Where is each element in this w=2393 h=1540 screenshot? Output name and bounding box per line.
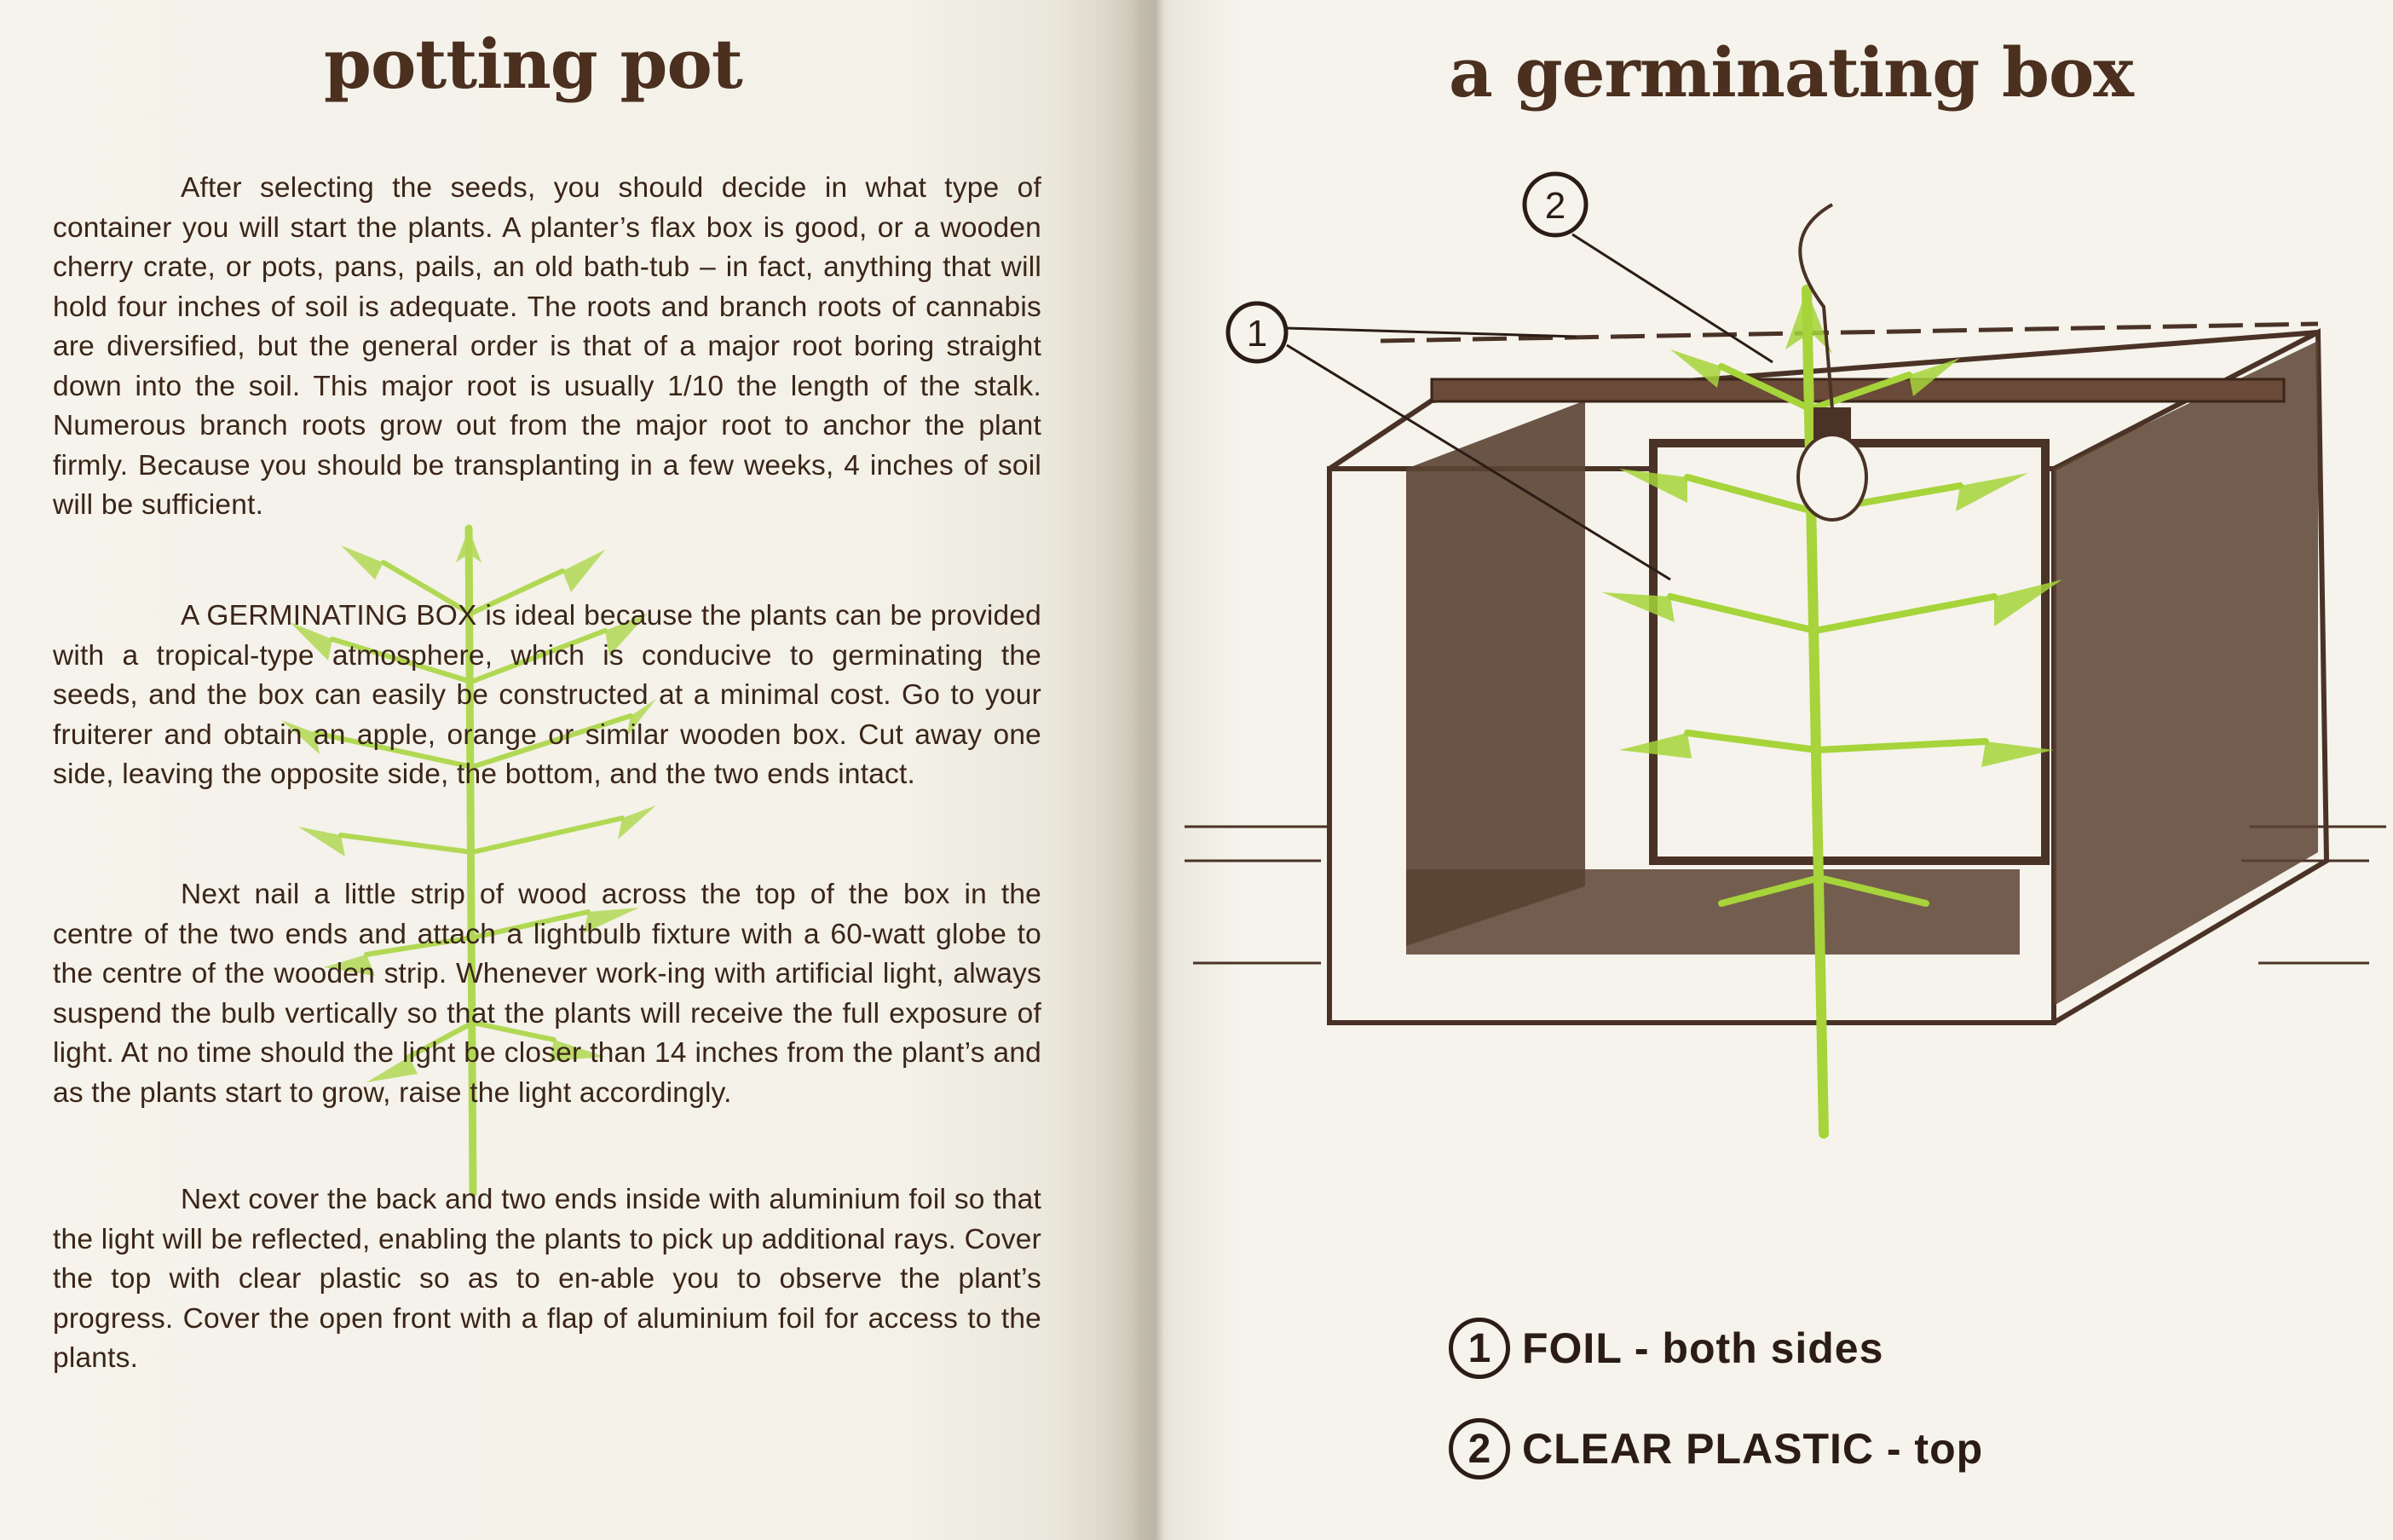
paragraph-foil-cover	[53, 1180, 1041, 1379]
legend-label: CLEAR PLASTIC - top	[1522, 1425, 1984, 1473]
paragraph-potting-intro	[53, 169, 1041, 526]
germinating-box-illustration	[1176, 153, 2386, 1159]
book-gutter	[1053, 0, 1164, 1540]
paragraph-text: Next nail a little strip of wood across the top of the box in the centre of the two ends and attach a lightbulb fixture with a 60-watt globe to the centre of the wooden strip. Whenever work-ing with artificial light, always suspend the bulb vertically so that the plants will receive the full exposure of light. At no time should the light be closer than 14 inches from the plant’s and as the plants start to grow, raise the light accordingly.	[53, 879, 1041, 1109]
paragraph-lightbulb	[53, 875, 1041, 1113]
legend-number-circle: 2	[1449, 1418, 1510, 1479]
right-page-title: a germinating box	[1449, 32, 2133, 112]
legend-label: FOIL - both sides	[1522, 1324, 1884, 1372]
legend-item-foil	[1449, 1318, 1883, 1379]
callout-1-number: 1	[1246, 313, 1268, 355]
paragraph-text: After selecting the seeds, you should decide in what type of container you will start the plants. A planter’s flax box is good, or a wooden cherry crate, or pots, pans, pails, an old bath-tub – in fact, anything that will hold four inches of soil is adequate. The roots and branch roots of cannabis are diversified, but the general order is that of a major root boring straight down into the soil. This major root is usually 1/10 the length of the stalk. Numerous branch roots grow out from the major root to anchor the plant firmly. Because you should be transplanting in a few weeks, 4 inches of soil will be sufficient.	[53, 172, 1041, 521]
legend-item-clear-plastic	[1449, 1418, 1983, 1479]
callout-2-number: 2	[1544, 185, 1566, 227]
left-page	[0, 0, 1139, 1540]
left-page-title: potting pot	[324, 24, 742, 104]
paragraph-germinating-box	[53, 597, 1041, 795]
paragraph-text: Next cover the back and two ends inside with aluminium foil so that the light will be reflected, enabling the plants to pick up additional rays. Cover the top with clear plastic so as to en-able you to observe the plant’s progress. Cover the open front with a flap of aluminium foil for access to the plants.	[53, 1184, 1041, 1374]
legend-number-circle: 1	[1449, 1318, 1510, 1379]
paragraph-text: A GERMINATING BOX is ideal because the plants can be provided with a tropical-type atmosphere, which is conducive to germinating the seeds, and the box can easily be constructed at a minimal cost. Go to your fruiterer and obtain an apple, orange or similar wooden box. Cut away one side, leaving the opposite side, the bottom, and the two ends intact.	[53, 600, 1041, 790]
